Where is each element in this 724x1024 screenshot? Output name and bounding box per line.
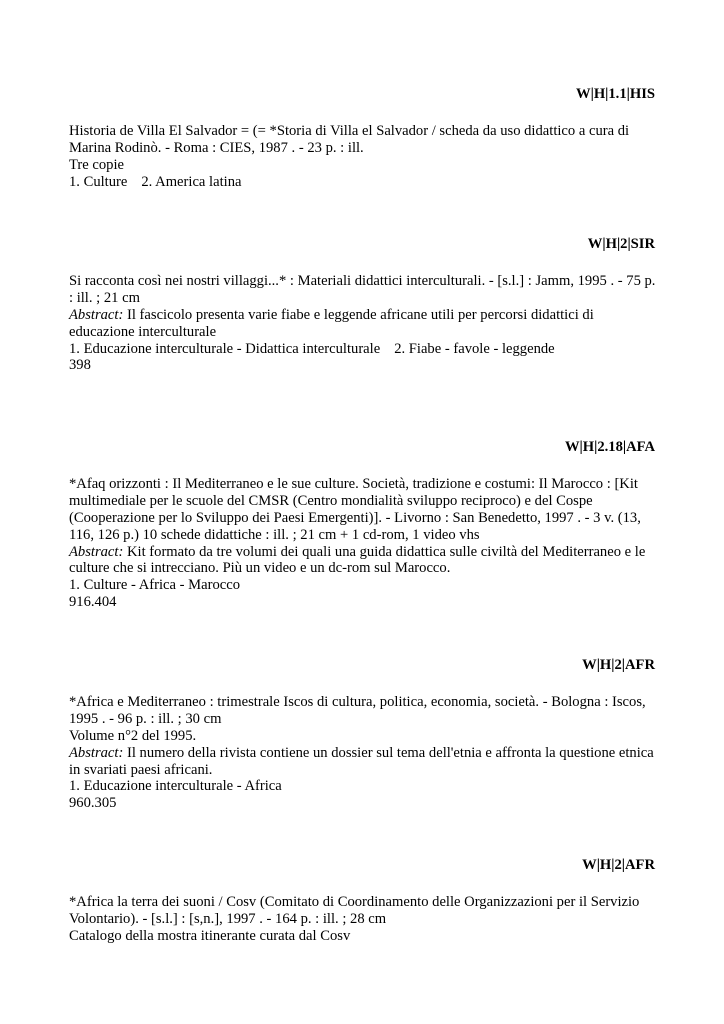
record-subjects xyxy=(69,577,659,594)
shelfmark: W|H|2|AFR xyxy=(582,657,655,673)
record-note: Volume n°2 del 1995. xyxy=(69,727,197,744)
catalog-record xyxy=(69,857,659,945)
record-classification: 916.404 xyxy=(69,594,117,611)
subject: 1. Educazione interculturale - Didattica interculturale xyxy=(69,340,381,357)
shelfmark: W|H|2|AFR xyxy=(582,857,655,873)
record-abstract xyxy=(69,544,659,578)
abstract-label: Abstract: xyxy=(69,306,124,323)
record-description: Si racconta così nei nostri villaggi...* : Materiali didattici interculturali. - [s.l.] : Jamm, 1995 . - 75 p. : ill. ; 21 cm xyxy=(69,272,656,306)
record-description: Historia de Villa El Salvador = (= *Storia di Villa el Salvador / scheda da uso didattico a cura di Marina Rodinò. - Roma : CIES, 1987 . - 23 p. : ill. xyxy=(69,122,630,156)
catalog-record xyxy=(69,86,659,191)
abstract-label: Abstract: xyxy=(69,543,124,560)
record-abstract xyxy=(69,745,659,779)
catalog-record xyxy=(69,439,659,611)
shelfmark: W|H|2.18|AFA xyxy=(564,439,655,455)
subject: 2. Fiabe - favole - leggende xyxy=(394,340,555,357)
subject: 1. Educazione interculturale - Africa xyxy=(69,778,282,795)
catalog-record xyxy=(69,236,659,374)
abstract-label: Abstract: xyxy=(69,744,124,761)
subject: 1. Culture - Africa - Marocco xyxy=(69,577,241,594)
abstract-text: Il fascicolo presenta varie fiabe e leggende africane utili per percorsi didattici di educazione interculturale xyxy=(69,306,594,340)
record-note: Tre copie xyxy=(69,156,124,173)
record-subjects xyxy=(69,341,659,358)
record-note: Catalogo della mostra itinerante curata dal Cosv xyxy=(69,927,351,944)
record-classification: 398 xyxy=(69,357,91,374)
shelfmark: W|H|1.1|HIS xyxy=(576,86,655,102)
subject: 1. Culture xyxy=(69,173,128,190)
abstract-text: Kit formato da tre volumi dei quali una guida didattica sulle civiltà del Mediterraneo e le culture che si intrecciano. Più un video e un dc-rom sul Marocco. xyxy=(69,543,646,577)
record-description: *Africa la terra dei suoni / Cosv (Comitato di Coordinamento delle Organizzazioni per il Servizio Volontario). - [s.l.] : [s,n.], 1997 . - 164 p. : ill. ; 28 cm xyxy=(69,893,640,927)
subject: 2. America latina xyxy=(141,173,242,190)
record-description: *Afaq orizzonti : Il Mediterraneo e le sue culture. Società, tradizione e costumi: Il Marocco : [Kit multimediale per le scuole del CMSR (Centro mondialità sviluppo reciproco) e del Cospe (Cooperazione per lo Sviluppo dei Paesi Emergenti)]. - Livorno : San Benedetto, 1997 . - 3 v. (13, 116, 126 p.) 10 schede didattiche : ill. ; 21 cm + 1 cd-rom, 1 video vhs xyxy=(69,475,641,543)
shelfmark: W|H|2|SIR xyxy=(587,236,655,252)
record-description: *Africa e Mediterraneo : trimestrale Iscos di cultura, politica, economia, società. - Bologna : Iscos, 1995 . - 96 p. : ill. ; 30 cm xyxy=(69,693,646,727)
abstract-text: Il numero della rivista contiene un dossier sul tema dell'etnia e affronta la questione etnica in svariati paesi africani. xyxy=(69,744,654,778)
record-subjects xyxy=(69,778,659,795)
catalog-record xyxy=(69,657,659,812)
record-subjects xyxy=(69,174,659,191)
record-abstract xyxy=(69,307,659,341)
record-classification: 960.305 xyxy=(69,795,117,812)
